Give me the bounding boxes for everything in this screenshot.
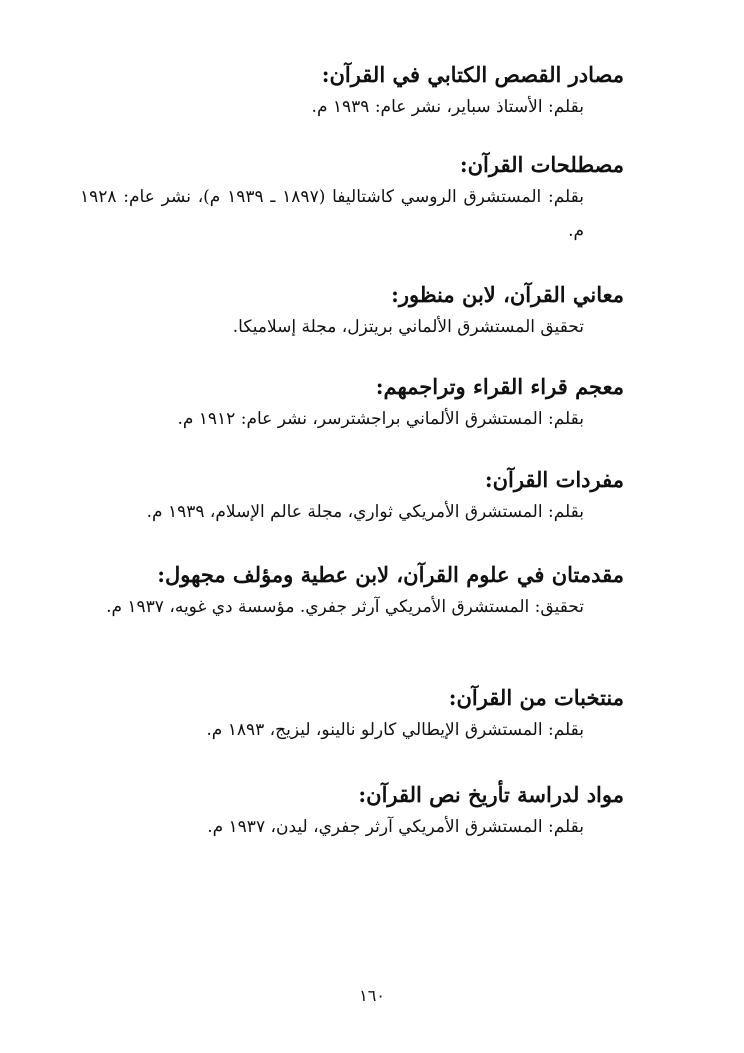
entry-8: [80, 780, 624, 844]
entry-title: مصطلحات القرآن:: [459, 152, 624, 177]
entry-detail: بقلم: المستشرق الألماني براجشترسر، نشر عام: ١٩١٢ م.: [177, 409, 584, 429]
entry-title: معجم قراء القراء وتراجمهم:: [375, 374, 624, 399]
entry-detail: بقلم: المستشرق الأمريكي آرثر جفري، ليدن، ١٩٣٧ م.: [207, 817, 584, 837]
entry-detail: بقلم: الأستاذ سباير، نشر عام: ١٩٣٩ م.: [311, 97, 584, 117]
entry-detail: بقلم: المستشرق الأمريكي ثواري، مجلة عالم الإسلام، ١٩٣٩ م.: [146, 502, 584, 522]
entry-title: مقدمتان في علوم القرآن، لابن عطية ومؤلف مجهول:: [157, 562, 624, 587]
entry-7: [80, 683, 624, 747]
entry-detail: تحقيق المستشرق الألماني بريتزل، مجلة إسلاميكا.: [232, 317, 584, 337]
page-number: ١٦٠: [359, 986, 385, 1005]
entry-title: مصادر القصص الكتابي في القرآن:: [321, 62, 624, 87]
entry-5: [80, 465, 624, 529]
entry-6: [80, 560, 624, 624]
entry-1: [80, 60, 624, 124]
entry-title: منتخبات من القرآن:: [448, 685, 624, 710]
entry-detail: بقلم: المستشرق الروسي كاشتاليفا (١٨٩٧ ـ ١٩٣٩ م)، نشر عام: ١٩٢٨ م.: [80, 187, 584, 241]
entry-detail: تحقيق: المستشرق الأمريكي آرثر جفري. مؤسسة دي غويه، ١٩٣٧ م.: [106, 597, 584, 617]
entry-4: [80, 372, 624, 436]
entry-title: مفردات القرآن:: [484, 467, 624, 492]
entry-title: مواد لدراسة تأريخ نص القرآن:: [358, 782, 624, 807]
entry-2: [80, 150, 624, 248]
entry-title: معاني القرآن، لابن منظور:: [391, 282, 624, 307]
entry-3: [80, 280, 624, 344]
entry-detail: بقلم: المستشرق الإيطالي كارلو نالينو، ليزيج، ١٨٩٣ م.: [206, 720, 584, 740]
